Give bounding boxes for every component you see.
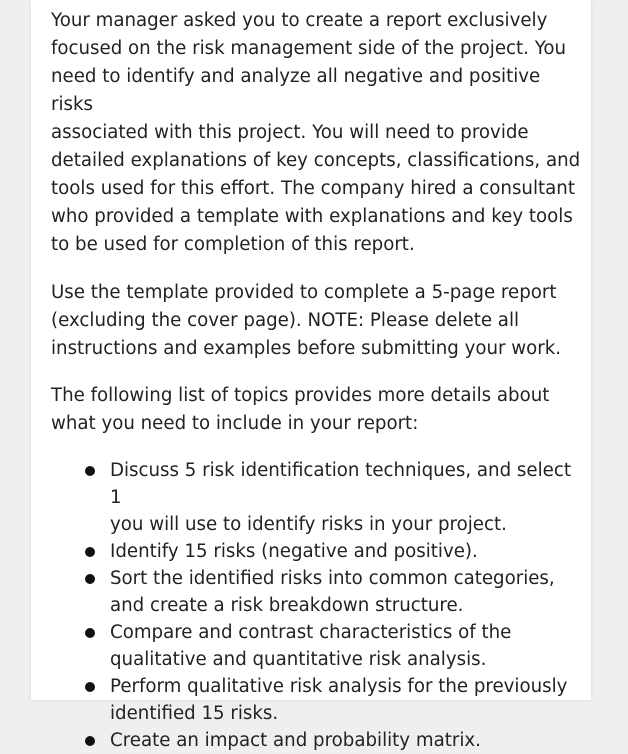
list-item: Sort the identified risks into common categories, and create a risk breakdown structure. bbox=[51, 565, 581, 619]
paragraph-intro: Your manager asked you to create a report exclusively focused on the risk management side of the project. You need to identify and analyze all negative and positive risks associated with this project. You will need to provide detailed explanations of key concepts, classifications, and tools used for this effort. The company hired a consultant who provided a template with explanations and key tools to be used for completion of this report. bbox=[51, 10, 581, 255]
list-item: Compare and contrast characteristics of the qualitative and quantitative risk analysis. bbox=[51, 619, 581, 673]
list-item: Perform qualitative risk analysis for the previously identified 15 risks. bbox=[51, 673, 581, 727]
list-item: Create an impact and probability matrix. bbox=[51, 727, 581, 754]
list-item: Identify 15 risks (negative and positive). bbox=[51, 538, 581, 565]
document-page bbox=[31, 0, 591, 751]
paragraph-template: Use the template provided to complete a 5-page report (excluding the cover page). NOTE: Please delete all instructions and examples before submitting your work. bbox=[51, 282, 562, 359]
paragraph-topics: The following list of topics provides more details about what you need to include in your report: bbox=[51, 385, 550, 434]
list-item: Discuss 5 risk identification techniques, and select 1 you will use to identify risks in your project. bbox=[51, 457, 581, 538]
topics-list bbox=[51, 457, 581, 754]
document-body bbox=[51, 7, 581, 754]
